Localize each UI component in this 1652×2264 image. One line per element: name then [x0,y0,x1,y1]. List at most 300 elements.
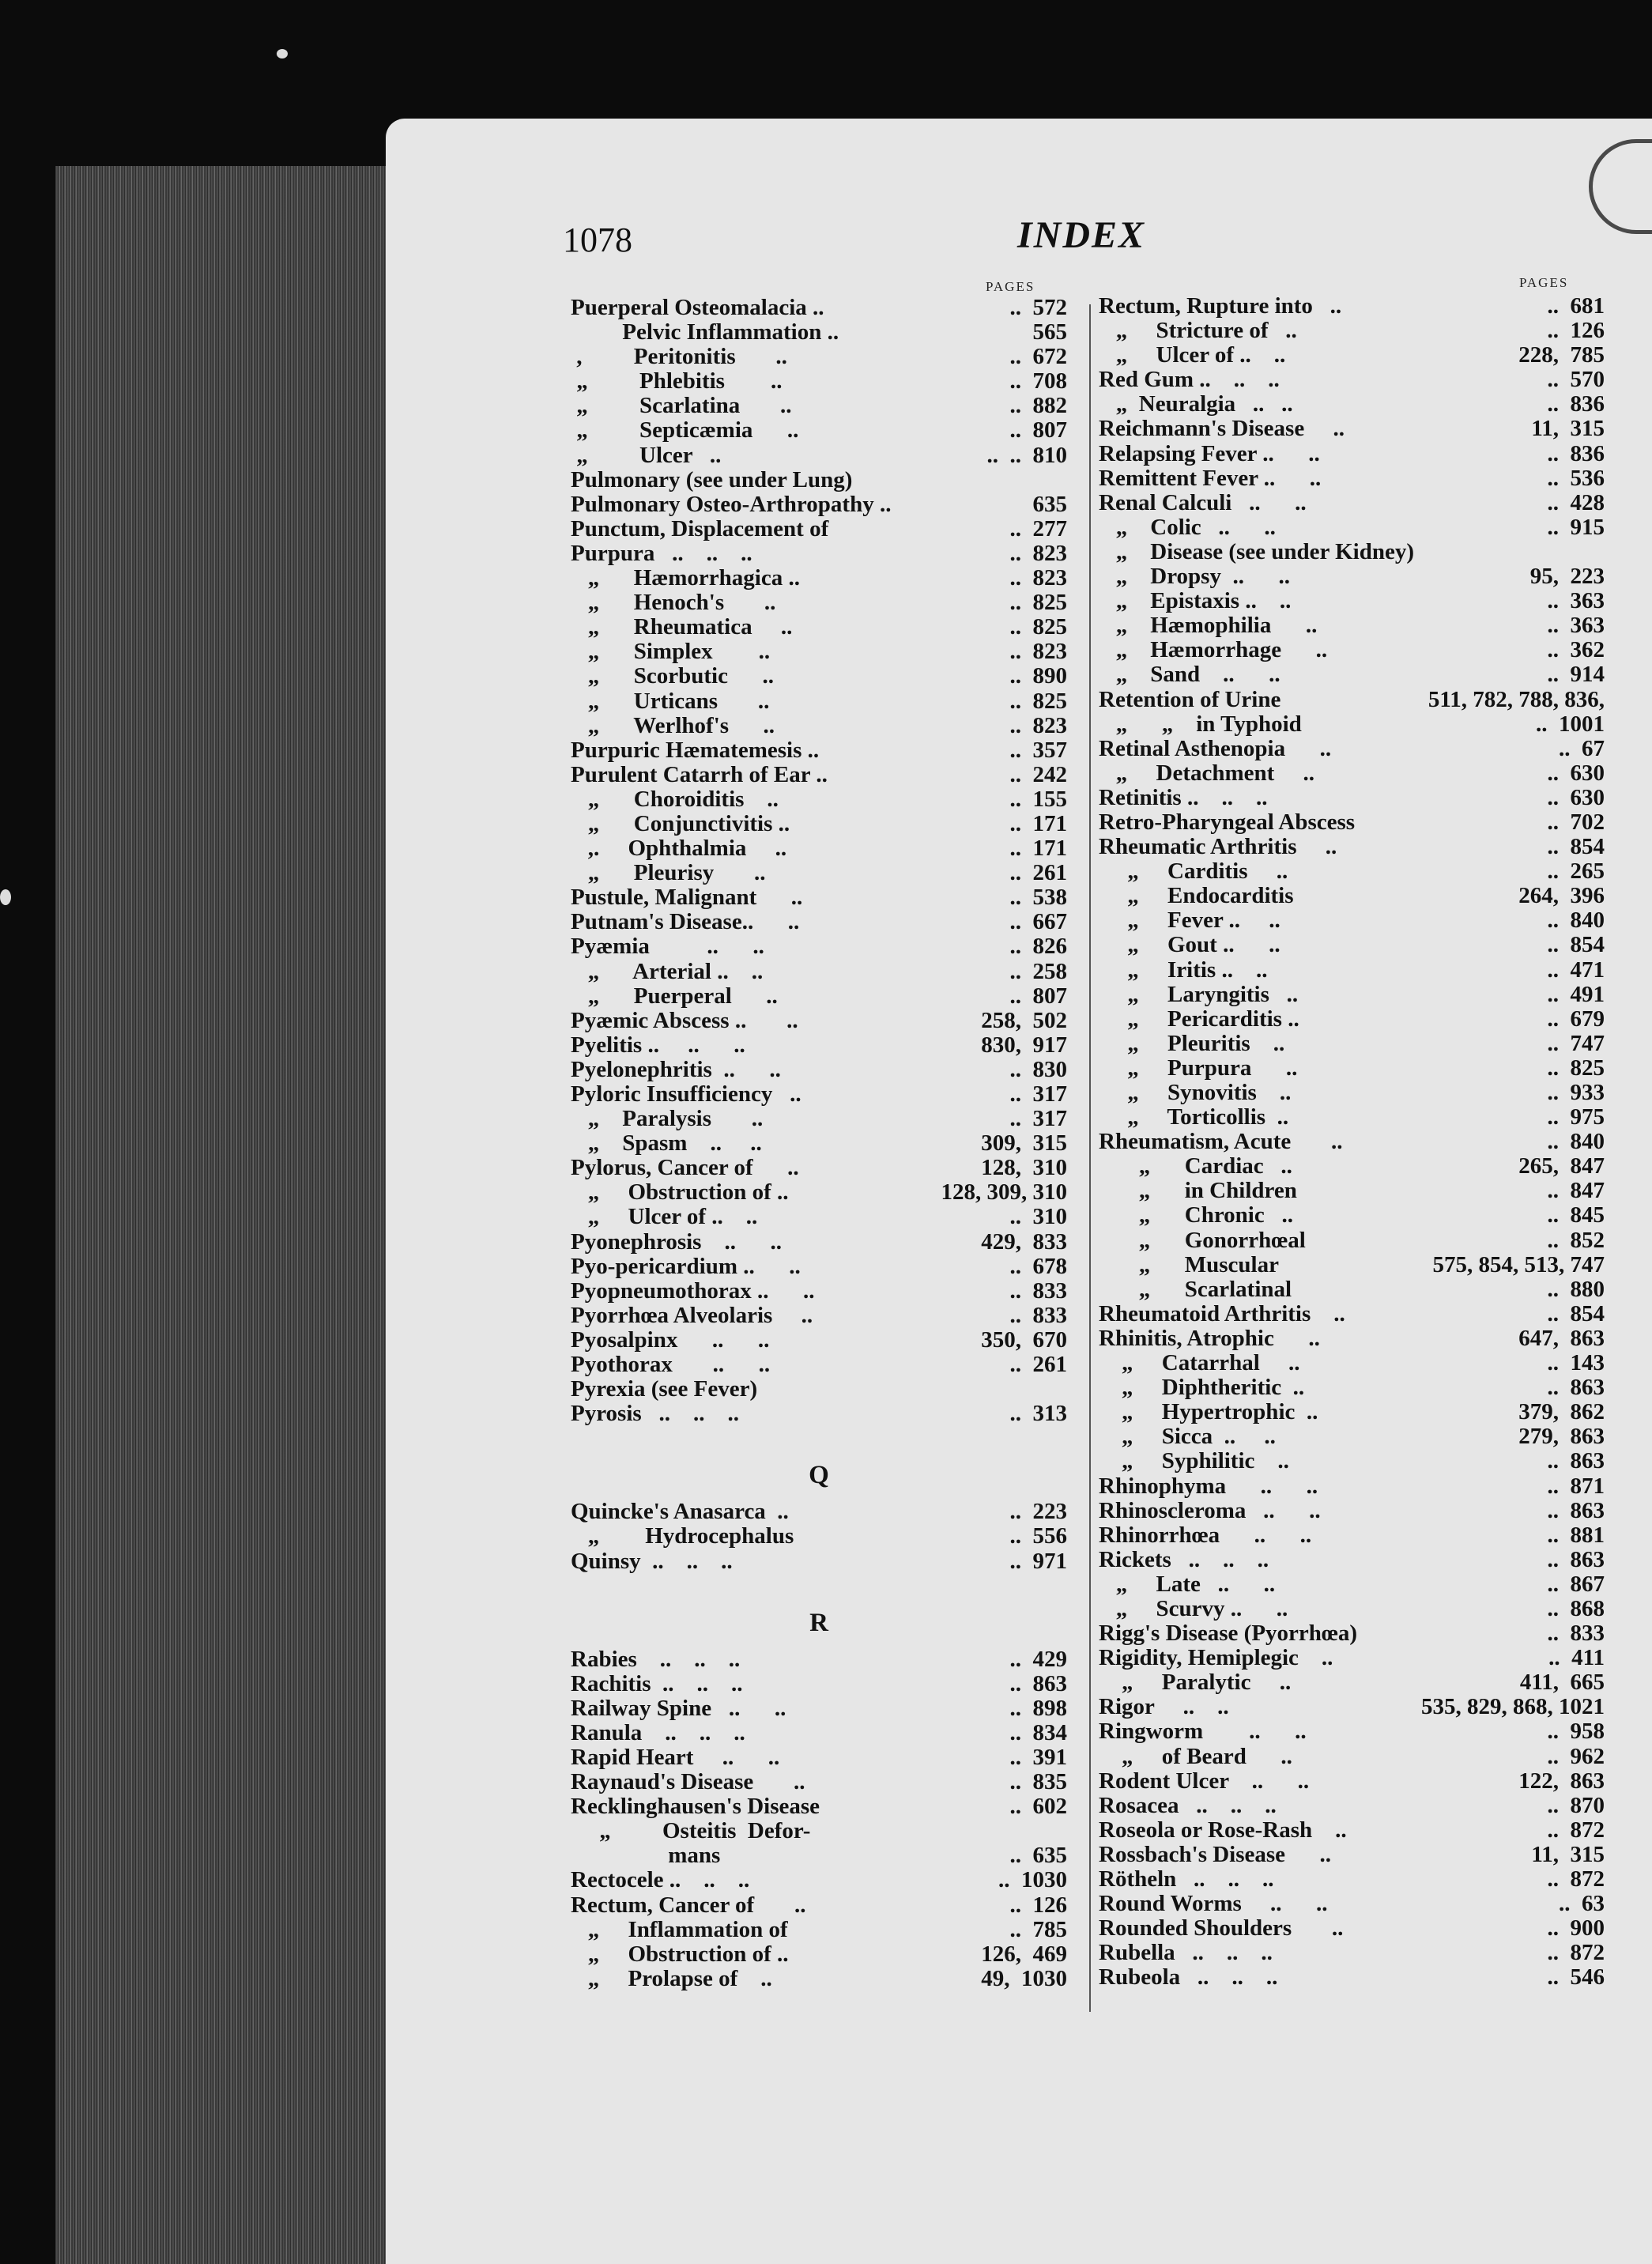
entry-term: Rosacea .. .. .. [1099,1792,1277,1818]
entry-term: „ Scurvy .. .. [1099,1595,1288,1621]
entry-pages: .. 428 [1547,489,1605,515]
entry-pages: 126, 469 [981,1941,1067,1967]
index-entry [571,984,1067,1009]
entry-pages: .. 261 [1009,860,1067,886]
entry-term: „ Obstruction of .. [571,1179,789,1206]
index-entry [1099,589,1605,613]
entry-pages: 128, 309, 310 [941,1179,1067,1206]
entry-pages: 647, 863 [1518,1325,1605,1351]
entry-term: Pyelitis .. .. .. [571,1032,745,1058]
index-entry [571,1377,1067,1402]
index-entry [571,960,1067,984]
entry-pages: .. 63 [1559,1891,1605,1917]
index-entry [571,714,1067,738]
entry-term: „ Scorbutic .. [571,663,774,689]
index-entry [1099,1474,1605,1499]
entry-term: Pyrosis .. .. .. [571,1401,739,1427]
index-entry [1099,638,1605,662]
entry-pages: 264, 396 [1518,883,1605,909]
entry-term: Quincke's Anasarca .. [571,1499,789,1525]
entry-pages: .. 681 [1547,293,1605,319]
index-entry [571,1304,1067,1328]
index-entry [1099,1154,1605,1179]
index-entry [571,934,1067,959]
entry-term: Pyæmic Abscess .. .. [571,1007,798,1033]
index-entry [571,566,1067,591]
entry-term: „ Endocarditis [1099,883,1294,909]
entry-term: „ Hydrocephalus [571,1523,794,1549]
entry-term: Purpuric Hæmatemesis .. [571,737,820,763]
index-entry [571,1082,1067,1107]
entry-term: Rounded Shoulders .. [1099,1915,1344,1941]
entry-term: „ Gonorrhœal [1099,1227,1306,1253]
index-entry [571,1328,1067,1353]
entry-term: Round Worms .. .. [1099,1891,1328,1917]
entry-pages: .. 807 [1009,417,1067,443]
entry-pages: .. 823 [1009,565,1067,591]
entry-term: „ Sicca .. .. [1099,1424,1276,1450]
entry-term: Rheumatoid Arthritis .. [1099,1300,1345,1326]
index-entry [1099,540,1605,564]
entry-term: Rabies .. .. .. [571,1646,741,1672]
entry-pages: .. 863 [1547,1546,1605,1572]
index-entry [571,738,1067,763]
index-entry [1099,1941,1605,1965]
entry-term: Rheumatism, Acute .. [1099,1129,1343,1155]
index-entry [571,664,1067,689]
entry-term: Retinal Asthenopia .. [1099,735,1332,761]
entry-pages: .. 868 [1547,1595,1605,1621]
index-entry [571,320,1067,345]
entry-pages: .. 836 [1547,440,1605,466]
index-entry [571,1770,1067,1794]
entry-term: Quinsy .. .. .. [571,1548,733,1574]
index-entry [1099,515,1605,540]
entry-pages: .. 538 [1009,885,1067,911]
entry-pages: .. 840 [1547,907,1605,934]
entry-term: Remittent Fever .. .. [1099,465,1322,491]
entry-pages: .. 833 [1547,1621,1605,1647]
index-entry [571,1549,1067,1574]
entry-pages: 258, 502 [981,1007,1067,1033]
index-entry [1099,1548,1605,1572]
index-entry [1099,662,1605,687]
book-page-edges [55,166,395,2264]
entry-term: „ Pleurisy .. [571,860,766,886]
section-spacer [571,1574,1067,1598]
entry-term: „ Muscular [1099,1251,1279,1277]
index-entry [571,1721,1067,1745]
entry-term: Pustule, Malignant .. [571,885,803,911]
entry-term: „ Detachment .. [1099,760,1315,786]
entry-pages: .. 914 [1547,662,1605,688]
entry-pages: .. 872 [1547,1866,1605,1892]
entry-pages: .. 830 [1009,1056,1067,1082]
entry-term: Red Gum .. .. .. [1099,367,1280,393]
entry-pages: .. 854 [1547,834,1605,860]
entry-term: Purpura .. .. .. [571,540,752,566]
index-entry [1099,1843,1605,1867]
index-entry [571,1696,1067,1721]
entry-pages: .. 847 [1547,1178,1605,1204]
index-entry [571,418,1067,443]
entry-term: „ Pericarditis .. [1099,1006,1299,1032]
entry-term: ,. Ophthalmia .. [571,836,787,862]
index-entry [1099,884,1605,908]
section-letter: Q [809,1461,829,1490]
entry-pages: 265, 847 [1518,1153,1605,1179]
entry-pages: .. 242 [1009,761,1067,787]
entry-pages: .. 491 [1547,981,1605,1007]
running-head: INDEX [1017,214,1146,256]
entry-term: Rectum, Rupture into .. [1099,293,1342,319]
entry-pages: .. 872 [1547,1940,1605,1966]
index-entry [1099,1105,1605,1130]
index-entry [1099,1203,1605,1228]
entry-term: „ Conjunctivitis .. [571,810,790,836]
entry-pages: 575, 854, 513, 747 [1432,1251,1605,1277]
entry-pages: .. 679 [1547,1006,1605,1032]
entry-pages: .. 834 [1009,1719,1067,1745]
entry-term: mans [571,1843,721,1869]
entry-term: „ Septicæmia .. [571,417,799,443]
index-entry [571,1647,1067,1672]
entry-pages: .. 854 [1547,932,1605,958]
entry-pages: 635 [1032,491,1067,517]
entry-term: Puerperal Osteomalacia .. [571,295,824,320]
entry-pages: .. 823 [1009,639,1067,665]
entry-term: Retro-Pharyngeal Abscess [1099,809,1356,835]
entry-pages: .. 277 [1009,515,1067,541]
index-entry [1099,442,1605,466]
entry-term: Punctum, Displacement of [571,515,829,541]
page-number: 1078 [563,221,632,259]
index-entry [1099,417,1605,441]
entry-term: „ „ in Typhoid [1099,711,1302,737]
index-entry [571,812,1067,836]
entry-pages: .. 845 [1547,1202,1605,1228]
entry-term: „ Paralysis .. [571,1106,764,1132]
entry-term: „ Hæmophilia .. [1099,613,1318,639]
index-entry [571,1402,1067,1426]
index-entry [571,345,1067,369]
entry-term: Railway Spine .. .. [571,1695,786,1721]
entry-term: Pyosalpinx .. .. [571,1326,770,1353]
entry-pages: 350, 670 [981,1326,1067,1353]
entry-term: „ Arterial .. .. [571,958,764,984]
entry-pages: .. 635 [1009,1843,1067,1869]
film-speck [277,49,288,58]
entry-term: Pyo-pericardium .. .. [571,1253,801,1279]
entry-pages: .. 863 [1547,1448,1605,1474]
entry-pages: .. 1001 [1536,711,1605,737]
index-entry [1099,294,1605,319]
entry-pages: .. 833 [1009,1302,1067,1328]
entry-term: Rheumatic Arthritis .. [1099,834,1337,860]
index-entry [1099,368,1605,392]
entry-pages: .. 825 [1009,688,1067,714]
entry-term: „ Prolapse of .. [571,1965,772,1991]
entry-pages: .. 863 [1547,1497,1605,1523]
index-entry [1099,1130,1605,1154]
index-entry [1099,1449,1605,1473]
index-entry [571,763,1067,787]
entry-pages: 511, 782, 788, 836, [1428,686,1605,712]
entry-pages: 11, 315 [1531,1841,1605,1867]
index-entry [571,1843,1067,1868]
index-entry [1099,1670,1605,1695]
entry-pages: .. 825 [1009,614,1067,640]
index-entry [571,1131,1067,1156]
entry-term: „ Urticans .. [571,688,770,714]
entry-term: Pulmonary Osteo-Arthropathy .. [571,491,892,517]
index-entry [571,1058,1067,1082]
index-column-left [571,296,1067,1991]
index-entry [1099,1621,1605,1646]
index-entry [571,1279,1067,1304]
index-entry [571,296,1067,320]
index-entry [1099,1424,1605,1449]
entry-pages: .. 852 [1547,1227,1605,1253]
entry-pages: .. 411 [1548,1645,1605,1671]
entry-pages: 128, 310 [981,1155,1067,1181]
entry-pages: .. 171 [1009,810,1067,836]
index-entry [1099,343,1605,368]
index-entry [1099,1597,1605,1621]
entry-term: „ Hæmorrhage .. [1099,637,1328,663]
entry-term: Pyonephrosis .. .. [571,1228,782,1255]
entry-pages: .. 362 [1547,637,1605,663]
entry-pages: .. 863 [1009,1670,1067,1696]
entry-pages: .. 546 [1547,1964,1605,1990]
entry-pages: .. 807 [1009,983,1067,1009]
index-entry [571,1500,1067,1524]
entry-term: „ Ulcer .. [571,442,722,468]
entry-term: „ Gout .. .. [1099,932,1280,958]
entry-pages: .. 826 [1009,934,1067,960]
entry-pages: 279, 863 [1518,1424,1605,1450]
index-entry [1099,1253,1605,1277]
entry-term: „ Torticollis .. [1099,1104,1289,1130]
entry-pages: .. 840 [1547,1129,1605,1155]
index-entry [571,640,1067,664]
entry-pages: .. 310 [1009,1204,1067,1230]
entry-pages: .. 870 [1547,1792,1605,1818]
entry-pages: .. 258 [1009,958,1067,984]
entry-term: Roseola or Rose-Rash .. [1099,1817,1347,1843]
index-entry [1099,1867,1605,1892]
index-entry [1099,1228,1605,1253]
entry-pages: .. 126 [1547,318,1605,344]
entry-pages: .. 823 [1009,712,1067,738]
index-entry [1099,810,1605,835]
entry-pages: .. 126 [1009,1892,1067,1918]
entry-pages: .. 836 [1547,391,1605,417]
entry-pages: 379, 862 [1518,1399,1605,1425]
index-entry [571,1868,1067,1892]
entry-term: „ Cardiac .. [1099,1153,1292,1179]
entry-pages: .. 833 [1009,1277,1067,1304]
entry-term: Ranula .. .. .. [571,1719,745,1745]
entry-pages: .. 630 [1547,760,1605,786]
entry-term: Pyopneumothorax .. .. [571,1277,815,1304]
entry-term: „ Ulcer of .. .. [1099,342,1286,368]
entry-term: „ Scarlatina .. [571,393,792,419]
index-entry [1099,983,1605,1007]
entry-term: Rigidity, Hemiplegic .. [1099,1645,1333,1671]
entry-pages: .. 962 [1547,1743,1605,1769]
entry-term: Rhinorrhœa .. .. [1099,1522,1312,1548]
index-column-right [1099,294,1605,1990]
index-entry [1099,1818,1605,1843]
index-entry [1099,933,1605,957]
index-entry [1099,564,1605,589]
entry-term: „ Puerperal .. [571,983,778,1009]
column-divider [1089,304,1091,2012]
entry-pages: .. 1030 [998,1867,1067,1893]
index-entry [571,1205,1067,1229]
index-entry [571,468,1067,492]
index-entry [571,1009,1067,1033]
entry-term: „ Sand .. .. [1099,662,1280,688]
index-entry [1099,1056,1605,1081]
entry-pages: .. 570 [1547,367,1605,393]
index-entry [571,1918,1067,1942]
entry-pages: .. 556 [1009,1523,1067,1549]
entry-pages: 830, 917 [981,1032,1067,1058]
entry-pages: 565 [1032,319,1067,345]
index-entry [571,885,1067,910]
index-entry [1099,958,1605,983]
entry-pages: .. 823 [1009,540,1067,566]
entry-term: „ Synovitis .. [1099,1080,1292,1105]
index-entry [1099,1499,1605,1523]
entry-term: „ Phlebitis .. [571,368,783,394]
entry-term: „ Simplex .. [571,639,771,665]
entry-term: Retention of Urine [1099,686,1281,712]
entry-term: „ Colic .. .. [1099,514,1276,540]
index-entry [571,1255,1067,1279]
index-entry [571,836,1067,861]
entry-term: Raynaud's Disease .. [571,1769,805,1795]
entry-term: Rötheln .. .. .. [1099,1866,1274,1892]
entry-pages: .. 155 [1009,786,1067,812]
index-entry [1099,1326,1605,1351]
index-entry [1099,1916,1605,1941]
entry-term: Pelvic Inflammation .. [571,319,839,345]
index-entry [1099,1646,1605,1670]
entry-term: „ Disease (see under Kidney) [1099,538,1415,564]
entry-pages: .. 363 [1547,613,1605,639]
index-entry [571,861,1067,885]
entry-term: „ Stricture of .. [1099,318,1297,344]
index-entry [571,1107,1067,1131]
entry-pages: .. 143 [1547,1350,1605,1376]
entry-term: „ Ulcer of .. .. [571,1204,758,1230]
entry-pages: 228, 785 [1518,342,1605,368]
entry-term: Pyloric Insufficiency .. [571,1081,801,1107]
film-speck [0,889,11,905]
entry-term: Rubella .. .. .. [1099,1940,1273,1966]
entry-term: „ Fever .. .. [1099,907,1280,934]
index-entry [1099,1277,1605,1302]
entry-term: „ Epistaxis .. .. [1099,588,1292,614]
entry-term: Rubeola .. .. .. [1099,1964,1278,1990]
index-entry [571,1353,1067,1377]
entry-pages: 535, 829, 868, 1021 [1421,1694,1605,1720]
entry-pages: 429, 833 [981,1228,1067,1255]
entry-term: , Peritonitis .. [571,344,787,370]
entry-term: „ Henoch's .. [571,590,776,616]
entry-pages: .. 317 [1009,1106,1067,1132]
index-entry [1099,835,1605,859]
entry-term: „ Obstruction of .. [571,1941,789,1967]
pages-label-left: PAGES [986,279,1035,294]
index-entry [571,787,1067,812]
entry-pages: .. 223 [1009,1499,1067,1525]
index-entry [1099,1892,1605,1916]
section-spacer [571,1426,1067,1451]
index-entry [1099,491,1605,515]
entry-pages: .. 825 [1009,590,1067,616]
entry-term: Rhinitis, Atrophic .. [1099,1325,1320,1351]
entry-pages: .. 391 [1009,1744,1067,1770]
entry-pages: .. 890 [1009,663,1067,689]
entry-term: Relapsing Fever .. .. [1099,440,1320,466]
index-entry [1099,1302,1605,1326]
index-entry [571,541,1067,566]
index-entry [571,1033,1067,1058]
entry-term: Rhinoscleroma .. .. [1099,1497,1321,1523]
entry-pages: .. 171 [1009,836,1067,862]
entry-term: „ Werlhof's .. [571,712,775,738]
entry-pages: .. .. 810 [986,442,1067,468]
entry-term: „ Hypertrophic .. [1099,1399,1318,1425]
entry-pages: .. 572 [1009,295,1067,320]
entry-term: Pyothorax .. .. [571,1352,771,1378]
index-entry [1099,1400,1605,1424]
entry-term: Purulent Catarrh of Ear .. [571,761,828,787]
entry-pages: .. 835 [1009,1769,1067,1795]
index-entry [571,1893,1067,1918]
entry-term: „ Late .. .. [1099,1571,1276,1597]
entry-term: „ Osteitis Defor- [571,1818,811,1844]
entry-pages: .. 900 [1547,1915,1605,1941]
index-entry [1099,1695,1605,1719]
entry-pages: .. 602 [1009,1794,1067,1820]
index-entry [571,1967,1067,1991]
index-entry [1099,859,1605,884]
entry-term: Rigg's Disease (Pyorrhœa) [1099,1621,1358,1647]
entry-term: Rectum, Cancer of .. [571,1892,806,1918]
index-entry [1099,1769,1605,1794]
entry-term: „ Purpura .. [1099,1055,1298,1081]
entry-term: Rectocele .. .. .. [571,1867,750,1893]
entry-pages: .. 678 [1009,1253,1067,1279]
index-entry [571,1230,1067,1255]
index-entry [1099,1375,1605,1400]
pages-label-right: PAGES [1519,275,1569,290]
entry-term: Rapid Heart .. .. [571,1744,780,1770]
index-entry [1099,1007,1605,1032]
entry-pages: .. 880 [1547,1276,1605,1302]
index-entry [571,492,1067,517]
entry-term: Pulmonary (see under Lung) [571,466,853,492]
entry-pages: .. 915 [1547,514,1605,540]
entry-term: Pyelonephritis .. .. [571,1056,781,1082]
index-entry [1099,319,1605,343]
entry-pages: .. 536 [1547,465,1605,491]
